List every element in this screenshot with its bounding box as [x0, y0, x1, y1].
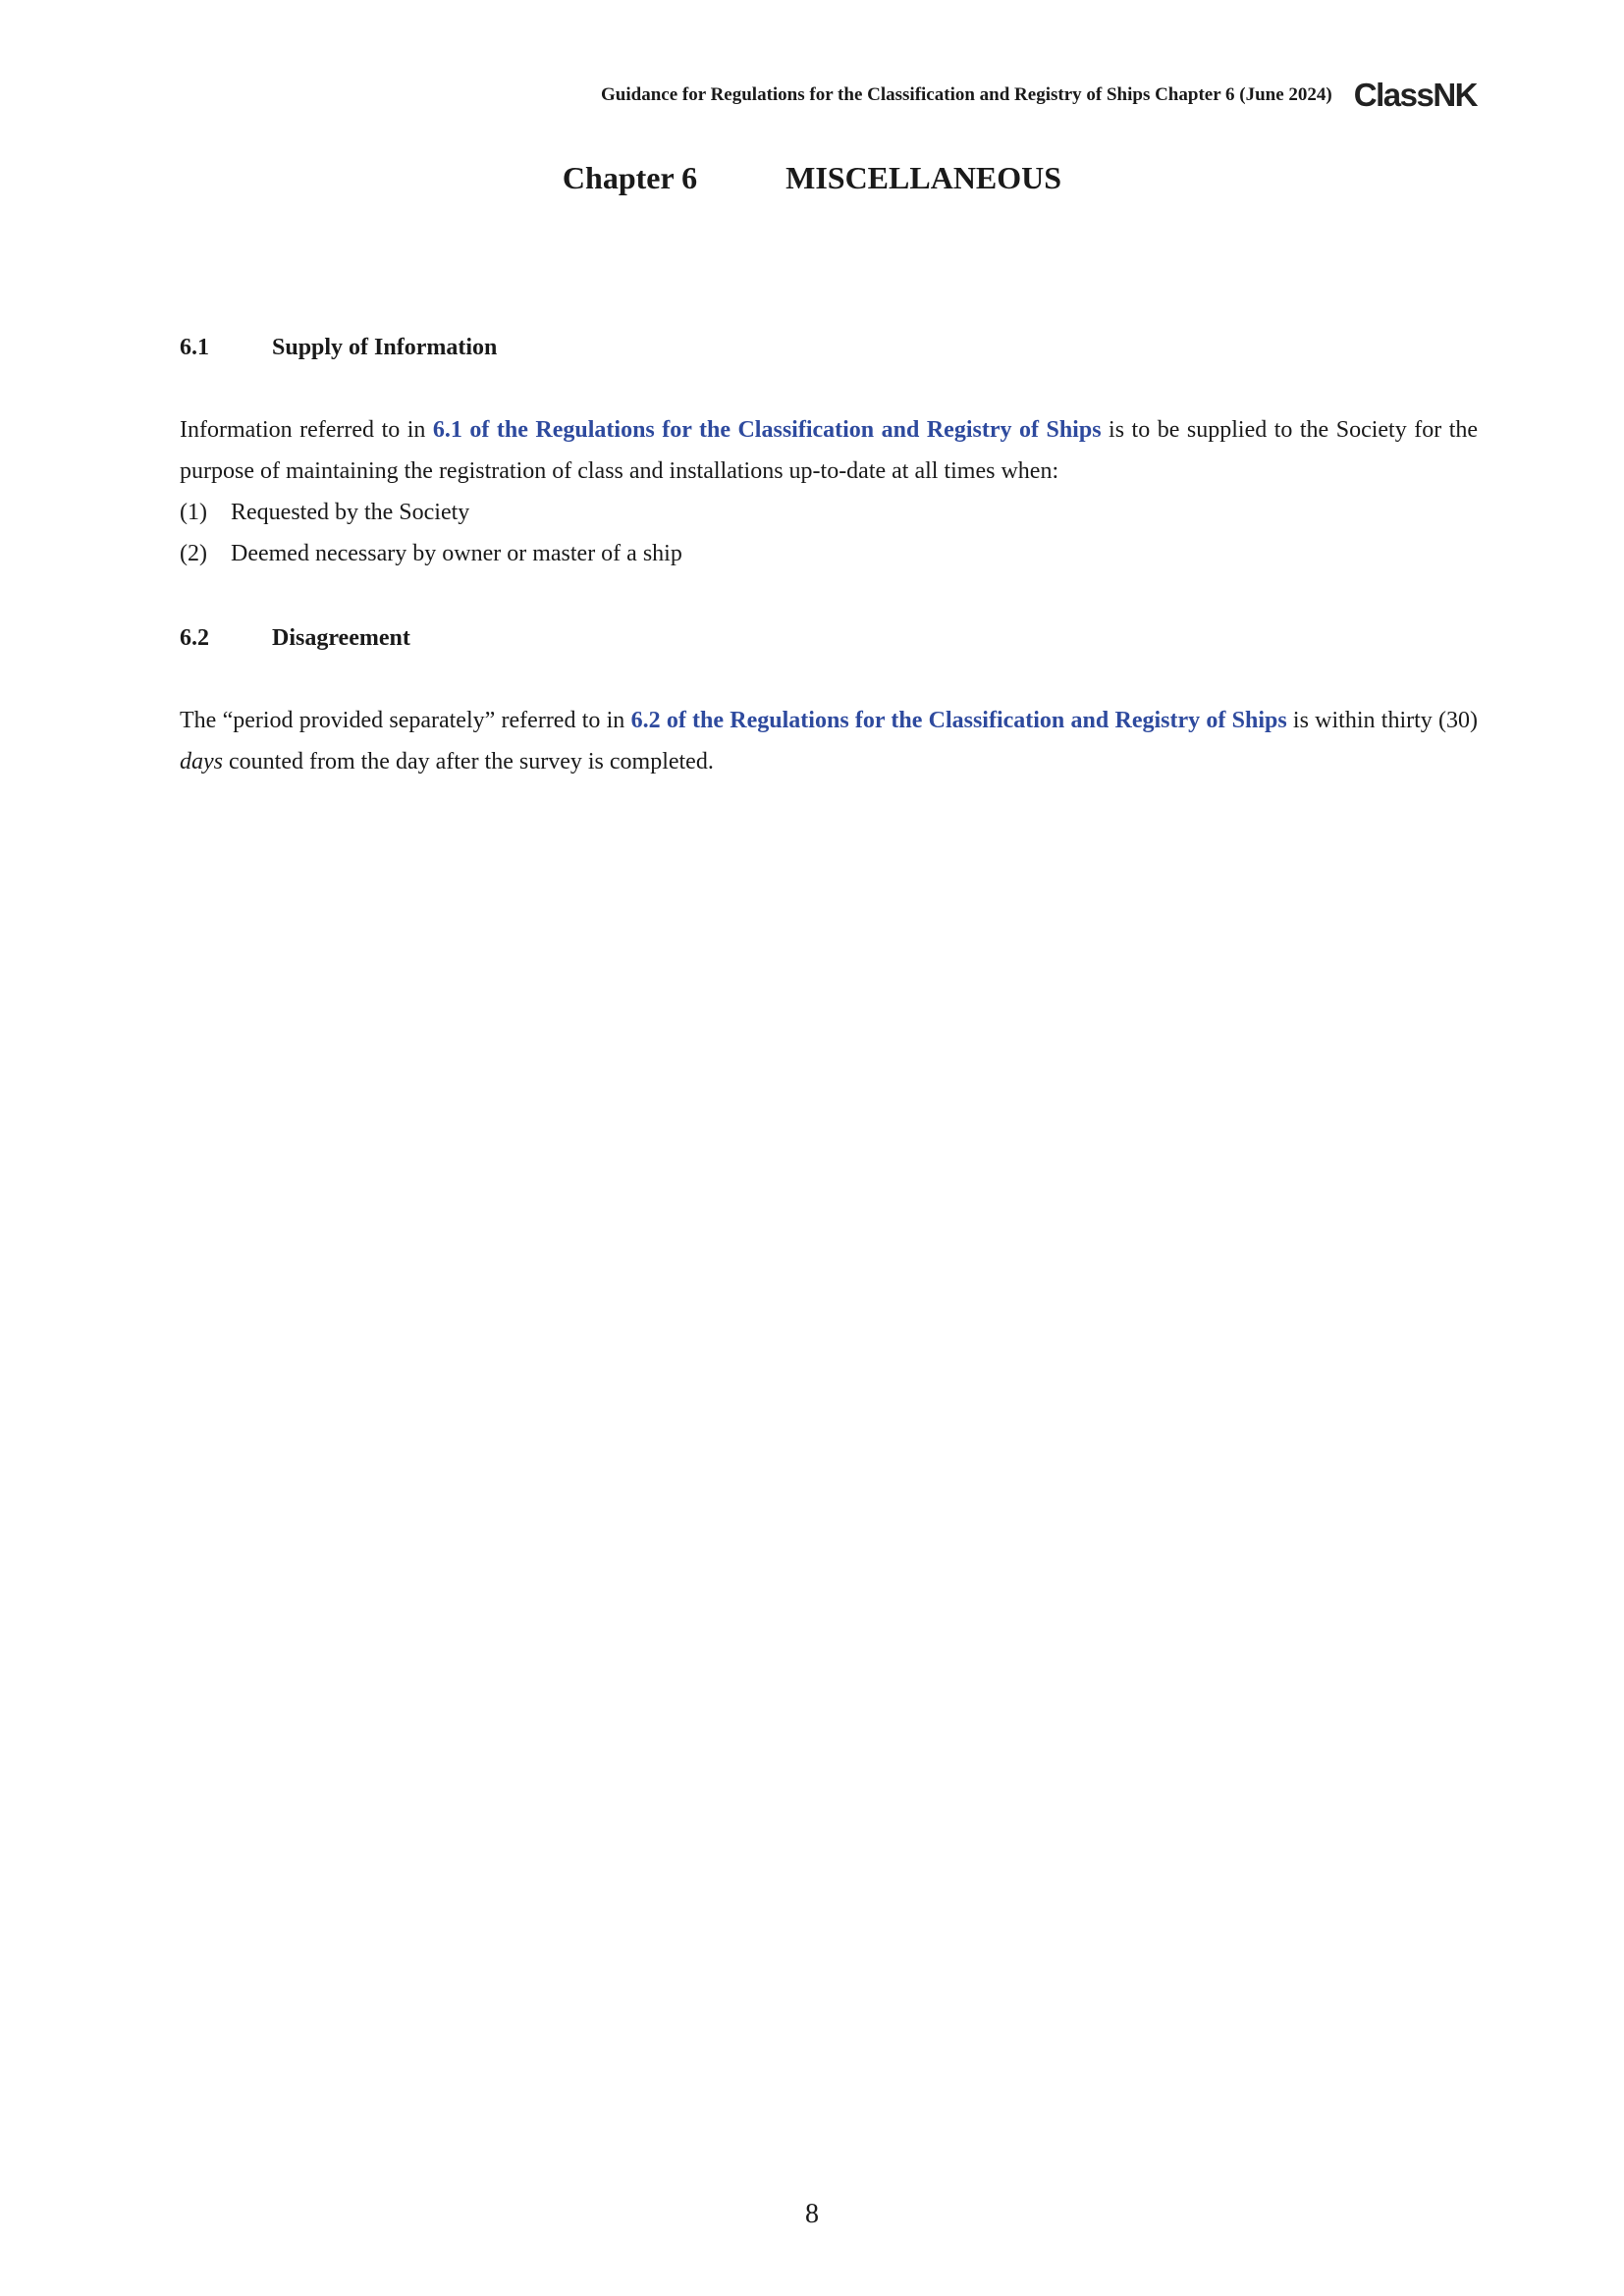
running-title: Guidance for Regulations for the Classification and Registry of Ships Chapter 6 (June 2024): [601, 83, 1332, 105]
list-item: [180, 533, 1478, 574]
paragraph-text: is to be supplied to the Society for the purpose of maintaining the registration of class and installations up-to-date at all times when:: [180, 417, 1479, 484]
list-marker: (2): [180, 541, 207, 566]
classnk-logo: ClassNK: [1353, 77, 1477, 113]
page-number: 8: [805, 2199, 819, 2229]
section-6-1-paragraph: [180, 409, 1478, 492]
list-item-text: Requested by the Society: [231, 500, 470, 525]
chapter-title: MISCELLANEOUS: [785, 160, 1062, 195]
running-header: [601, 79, 1477, 111]
italic-term: days: [180, 749, 223, 774]
section-number: 6.1: [180, 334, 209, 360]
list-marker: (1): [180, 500, 207, 525]
paragraph-text: is within thirty (30): [1286, 708, 1479, 733]
section-title: Disagreement: [272, 624, 410, 651]
paragraph-text: The “period provided separately” referred to in: [180, 708, 631, 733]
section-number: 6.2: [180, 624, 209, 651]
section-title: Supply of Information: [272, 334, 498, 360]
list-item: [180, 492, 1478, 533]
paragraph-text: Information referred to in: [180, 417, 433, 443]
list-item-text: Deemed necessary by owner or master of a ship: [231, 541, 682, 566]
chapter-number: Chapter 6: [562, 160, 698, 195]
section-heading-6-2: [180, 619, 1478, 657]
paragraph-text: counted from the day after the survey is completed.: [223, 749, 714, 774]
regulation-reference-link[interactable]: 6.2 of the Regulations for the Classification and Registry of Ships: [630, 708, 1287, 733]
section-heading-6-1: [180, 329, 1478, 366]
chapter-heading: [0, 160, 1624, 196]
regulation-reference-link[interactable]: 6.1 of the Regulations for the Classification and Registry of Ships: [432, 417, 1102, 443]
document-body: [180, 329, 1478, 782]
section-6-2-paragraph: [180, 700, 1478, 782]
